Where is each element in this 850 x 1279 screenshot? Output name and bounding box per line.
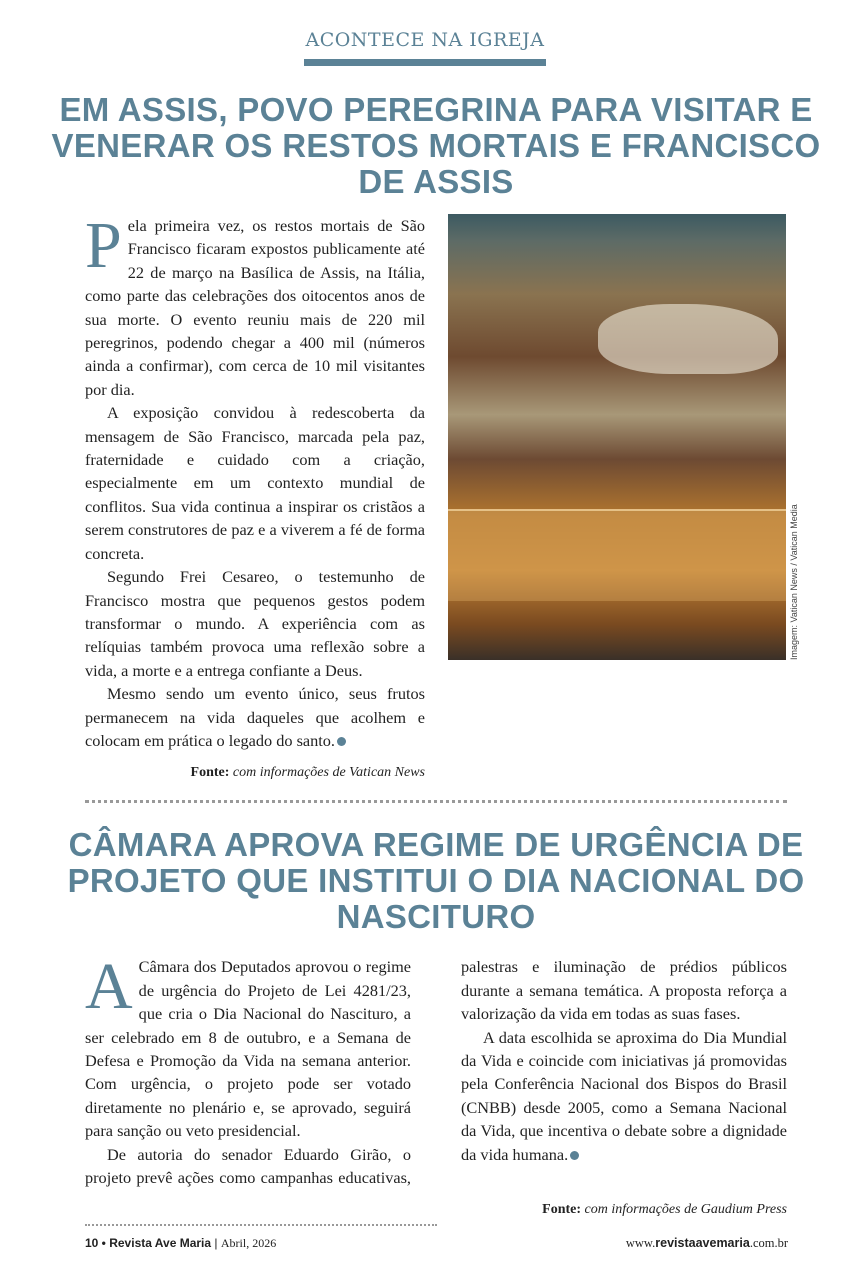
paragraph: De autoria do senador Eduardo Girão, o projeto prevê ações como campanhas educativas, palestras e iluminação de prédios públicos durante a semana temática. A proposta reforça a valorização da vida em todas as suas fases.	[85, 957, 787, 1187]
article1-headline: EM ASSIS, POVO PEREGRINA PARA VISITAR E VENERAR OS RESTOS MORTAIS E FRANCISCO DE ASSIS	[51, 91, 821, 200]
relics-photo	[448, 214, 786, 660]
source-label: Fonte:	[190, 765, 230, 781]
page-magazine: 10 • Revista Ave Maria	[85, 1236, 212, 1251]
photo-detail	[598, 304, 778, 374]
section-title: ACONTECE NA IGREJA	[305, 29, 545, 51]
paragraph: A data escolhida se aproxima do Dia Mundial da Vida e coincide com iniciativas já promovidas pela Conferência Nacional dos Bispos do Brasil (CNBB) desde 2005, como a Semana Nacional da Vida, que incentiva o debate sobre a dignidade da vida humana.	[461, 1027, 787, 1164]
footer-website[interactable]	[626, 1235, 788, 1251]
photo-container	[448, 214, 799, 660]
source-label: Fonte:	[542, 1202, 582, 1218]
drop-cap: P	[85, 209, 122, 282]
footer-divider	[85, 1224, 437, 1226]
footer-row	[85, 1235, 788, 1251]
paragraph: Mesmo sendo um evento único, seus frutos permanecem na vida daqueles que acolhem e colocam em prática o legado do santo.	[85, 684, 425, 750]
paragraph: A exposição convidou à redescoberta da mensagem de São Francisco, marcada pela paz, fraternidade e cuidado com a criação, especialmente em um contexto mundial de conflitos. Sua vida continua a inspirar os cristãos a serem construtores de paz e a viverem a fé de forma concreta.	[85, 403, 425, 563]
end-mark-icon	[337, 737, 346, 746]
end-mark-icon	[570, 1151, 579, 1160]
photo-detail	[448, 509, 786, 601]
section-underline	[304, 59, 546, 66]
drop-cap: A	[85, 950, 133, 1024]
url-suffix: .com.br	[749, 1236, 788, 1251]
paragraph: ela primeira vez, os restos mortais de São Francisco ficaram expostos publicamente até 22 de março na Basílica de Assis, na Itália, como parte das celebrações dos oitocentos anos de sua morte. O evento reuniu mais de 220 mil peregrinos, podendo chegar a 400 mil (números ainda a confirmar), com cerca de 10 mil visitantes por dia.	[85, 216, 425, 399]
article2-headline: CÂMARA APROVA REGIME DE URGÊNCIA DE PROJETO QUE INSTITUI O DIA NACIONAL DO NASCITURO	[67, 826, 805, 936]
article2-source	[85, 1201, 787, 1219]
source-text: com informações de Gaudium Press	[584, 1202, 787, 1218]
paragraph: Câmara dos Deputados aprovou o regime de urgência do Projeto de Lei 4281/23, que cria o Dia Nacional do Nascituro, a ser celebrado em 8 de outubro, e a Semana de Defesa e Promoção da Vida na semana anterior. Com urgência, o projeto pode ser votado diretamente no plenário e, se aprovado, seguirá para sanção ou veto presidencial.	[85, 957, 411, 1141]
article2-body	[85, 950, 787, 1189]
url-brand: revistaavemaria	[655, 1236, 750, 1251]
article-divider	[85, 800, 787, 803]
article1-source	[85, 764, 425, 782]
article1-body	[85, 209, 425, 752]
issue-date: Abril, 2026	[220, 1236, 277, 1251]
url-prefix: www.	[625, 1236, 656, 1251]
source-text: com informações de Vatican News	[232, 765, 425, 781]
paragraph: Segundo Frei Cesareo, o testemunho de Francisco mostra que pequenos gestos podem transformar o mundo. A experiência com as relíquias também provoca uma reflexão sobre a vida, a morte e a entrega confiante a Deus.	[85, 567, 425, 680]
footer-page-info	[85, 1235, 276, 1251]
footer	[85, 1224, 788, 1251]
article1-text-column	[85, 209, 425, 782]
image-credit: Imagem: Vatican News / Vatican Media	[789, 504, 799, 660]
separator: |	[214, 1236, 218, 1251]
article2	[85, 950, 787, 1219]
article1	[85, 209, 799, 782]
